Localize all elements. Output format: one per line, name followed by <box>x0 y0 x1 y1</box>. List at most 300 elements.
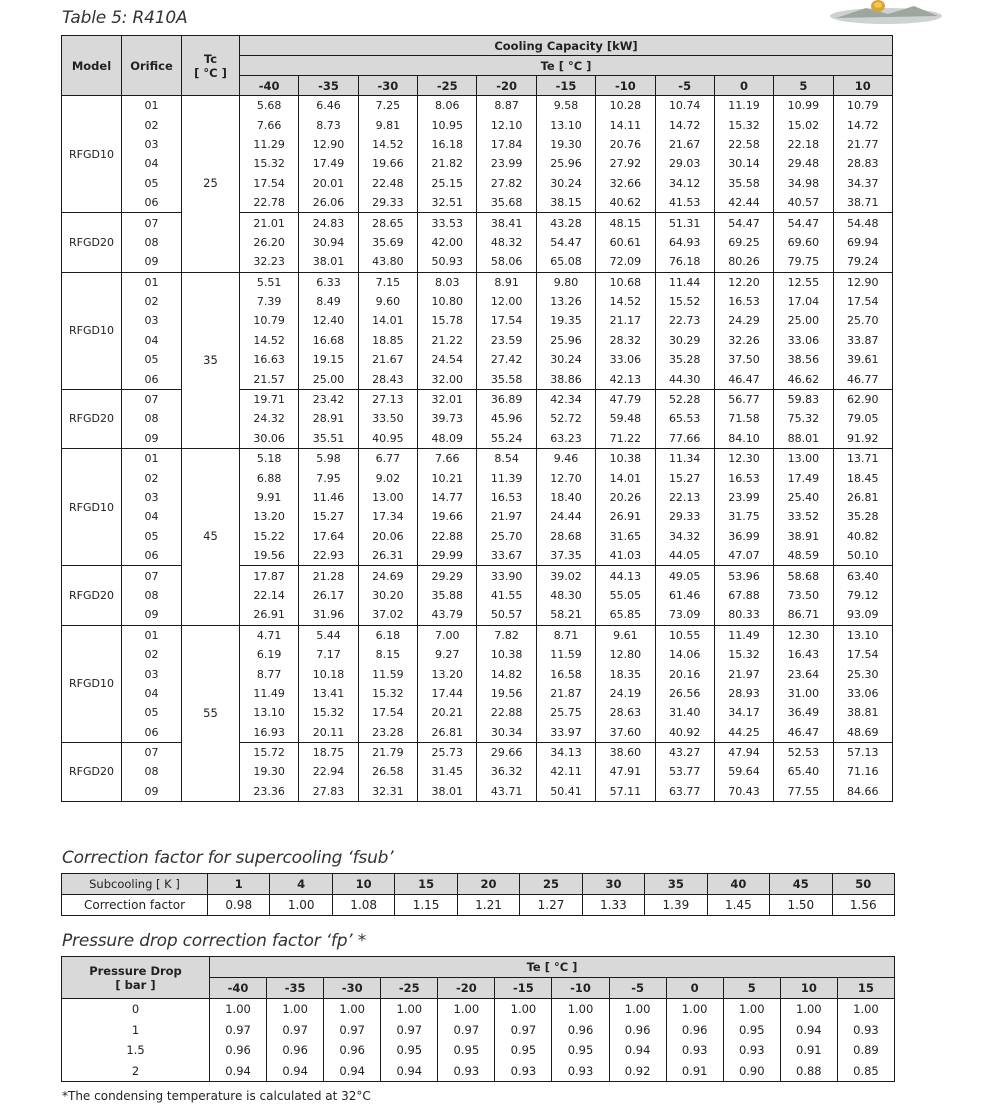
capacity-cell: 38.60 <box>596 742 655 762</box>
capacity-cell: 19.30 <box>536 135 595 154</box>
capacity-cell: 19.30 <box>240 762 299 781</box>
orifice-cell: 01 <box>122 625 182 645</box>
model-header: Model <box>62 36 122 96</box>
capacity-cell: 62.90 <box>833 389 892 409</box>
subcooling-label: Subcooling [ K ] <box>62 874 208 895</box>
capacity-cell: 33.50 <box>358 409 417 428</box>
orifice-cell: 02 <box>122 115 182 134</box>
correction-factor-row <box>62 895 895 916</box>
capacity-cell: 12.30 <box>714 449 773 469</box>
capacity-cell: 16.68 <box>299 331 358 350</box>
capacity-cell: 16.63 <box>240 350 299 369</box>
pd-factor-cell: 0.97 <box>324 1020 381 1041</box>
capacity-cell: 30.20 <box>358 586 417 605</box>
capacity-cell: 59.64 <box>714 762 773 781</box>
pd-te-value-header: -40 <box>210 978 267 999</box>
pressure-drop-header-line1: Pressure Drop <box>89 963 182 978</box>
capacity-cell: 6.46 <box>299 96 358 116</box>
capacity-cell: 11.59 <box>358 664 417 683</box>
orifice-cell: 05 <box>122 174 182 193</box>
capacity-cell: 29.03 <box>655 154 714 173</box>
capacity-cell: 69.25 <box>714 233 773 252</box>
capacity-cell: 12.40 <box>299 311 358 330</box>
capacity-cell: 13.10 <box>240 703 299 722</box>
subcooling-title: Correction factor for supercooling ‘fsub’ <box>62 848 394 868</box>
correction-factor-value: 1.15 <box>395 895 457 916</box>
capacity-cell: 44.05 <box>655 546 714 566</box>
capacity-cell: 23.99 <box>477 154 536 173</box>
capacity-cell: 7.82 <box>477 625 536 645</box>
capacity-cell: 11.19 <box>714 96 773 116</box>
capacity-cell: 12.10 <box>477 115 536 134</box>
capacity-cell: 13.10 <box>536 115 595 134</box>
capacity-cell: 11.29 <box>240 135 299 154</box>
capacity-cell: 41.03 <box>596 546 655 566</box>
pd-factor-cell: 1.00 <box>324 999 381 1020</box>
capacity-cell: 8.73 <box>299 115 358 134</box>
subcooling-value: 10 <box>332 874 394 895</box>
capacity-cell: 26.56 <box>655 684 714 703</box>
pd-factor-cell: 1.00 <box>552 999 609 1020</box>
correction-factor-value: 1.00 <box>270 895 332 916</box>
capacity-cell: 23.99 <box>714 488 773 507</box>
capacity-cell: 23.64 <box>774 664 833 683</box>
orifice-cell: 09 <box>122 429 182 449</box>
capacity-cell: 7.15 <box>358 272 417 292</box>
capacity-cell: 48.30 <box>536 586 595 605</box>
capacity-cell: 19.35 <box>536 311 595 330</box>
capacity-cell: 20.76 <box>596 135 655 154</box>
capacity-cell: 79.12 <box>833 586 892 605</box>
capacity-cell: 6.88 <box>240 468 299 487</box>
capacity-cell: 34.12 <box>655 174 714 193</box>
capacity-cell: 56.77 <box>714 389 773 409</box>
capacity-cell: 19.15 <box>299 350 358 369</box>
capacity-cell: 31.65 <box>596 527 655 546</box>
capacity-cell: 15.22 <box>240 527 299 546</box>
capacity-cell: 19.56 <box>477 684 536 703</box>
capacity-cell: 23.36 <box>240 782 299 802</box>
capacity-cell: 14.77 <box>418 488 477 507</box>
orifice-cell: 07 <box>122 213 182 233</box>
capacity-cell: 29.66 <box>477 742 536 762</box>
capacity-cell: 23.59 <box>477 331 536 350</box>
capacity-cell: 37.02 <box>358 605 417 625</box>
capacity-cell: 11.44 <box>655 272 714 292</box>
capacity-cell: 33.53 <box>418 213 477 233</box>
capacity-cell: 20.01 <box>299 174 358 193</box>
orifice-cell: 09 <box>122 782 182 802</box>
capacity-cell: 34.13 <box>536 742 595 762</box>
capacity-cell: 10.99 <box>774 96 833 116</box>
subcooling-table <box>61 873 895 916</box>
model-cell: RFGD20 <box>62 742 122 801</box>
orifice-cell: 02 <box>122 292 182 311</box>
capacity-cell: 25.30 <box>833 664 892 683</box>
capacity-cell: 13.00 <box>358 488 417 507</box>
capacity-cell: 8.87 <box>477 96 536 116</box>
table-row <box>62 1061 895 1082</box>
capacity-cell: 70.43 <box>714 782 773 802</box>
capacity-cell: 30.29 <box>655 331 714 350</box>
capacity-cell: 79.05 <box>833 409 892 428</box>
pd-te-value-header: -15 <box>495 978 552 999</box>
capacity-cell: 86.71 <box>774 605 833 625</box>
orifice-cell: 01 <box>122 272 182 292</box>
capacity-cell: 17.64 <box>299 527 358 546</box>
capacity-cell: 25.70 <box>477 527 536 546</box>
capacity-cell: 88.01 <box>774 429 833 449</box>
table-row <box>62 625 893 645</box>
orifice-cell: 03 <box>122 135 182 154</box>
capacity-cell: 48.69 <box>833 723 892 743</box>
pd-factor-cell: 0.95 <box>495 1040 552 1061</box>
capacity-cell: 17.84 <box>477 135 536 154</box>
pd-te-value-header: -25 <box>381 978 438 999</box>
capacity-cell: 54.47 <box>774 213 833 233</box>
te-value-header: 10 <box>833 76 892 96</box>
capacity-cell: 21.97 <box>477 507 536 526</box>
capacity-cell: 11.49 <box>714 625 773 645</box>
capacity-cell: 13.00 <box>774 449 833 469</box>
capacity-cell: 46.47 <box>774 723 833 743</box>
pd-factor-cell: 0.91 <box>666 1061 723 1082</box>
capacity-cell: 8.49 <box>299 292 358 311</box>
pd-factor-cell: 0.93 <box>723 1040 780 1061</box>
pd-factor-cell: 0.96 <box>210 1040 267 1061</box>
capacity-cell: 26.91 <box>240 605 299 625</box>
capacity-cell: 32.23 <box>240 252 299 272</box>
capacity-cell: 31.00 <box>774 684 833 703</box>
capacity-cell: 48.15 <box>596 213 655 233</box>
orifice-cell: 05 <box>122 527 182 546</box>
capacity-cell: 77.55 <box>774 782 833 802</box>
correction-factor-value: 1.27 <box>520 895 582 916</box>
capacity-cell: 21.17 <box>596 311 655 330</box>
capacity-cell: 20.21 <box>418 703 477 722</box>
capacity-cell: 19.56 <box>240 546 299 566</box>
capacity-cell: 26.31 <box>358 546 417 566</box>
pd-factor-cell: 0.93 <box>552 1061 609 1082</box>
correction-factor-value: 1.21 <box>457 895 519 916</box>
orifice-cell: 07 <box>122 566 182 586</box>
capacity-cell: 12.90 <box>299 135 358 154</box>
capacity-cell: 14.72 <box>655 115 714 134</box>
pd-factor-cell: 1.00 <box>267 999 324 1020</box>
pressure-drop-table <box>61 956 895 1082</box>
pd-factor-cell: 1.00 <box>210 999 267 1020</box>
orifice-cell: 05 <box>122 350 182 369</box>
table-row <box>62 96 893 116</box>
capacity-cell: 42.11 <box>536 762 595 781</box>
capacity-cell: 50.57 <box>477 605 536 625</box>
capacity-cell: 9.80 <box>536 272 595 292</box>
capacity-cell: 17.04 <box>774 292 833 311</box>
subcooling-value: 1 <box>208 874 270 895</box>
capacity-cell: 52.72 <box>536 409 595 428</box>
capacity-cell: 29.33 <box>655 507 714 526</box>
capacity-cell: 10.74 <box>655 96 714 116</box>
capacity-cell: 63.40 <box>833 566 892 586</box>
capacity-cell: 8.91 <box>477 272 536 292</box>
te-value-header: -25 <box>418 76 477 96</box>
capacity-cell: 33.06 <box>596 350 655 369</box>
capacity-cell: 27.82 <box>477 174 536 193</box>
capacity-cell: 58.68 <box>774 566 833 586</box>
capacity-cell: 13.10 <box>833 625 892 645</box>
capacity-cell: 18.40 <box>536 488 595 507</box>
te-value-header: -5 <box>655 76 714 96</box>
capacity-cell: 16.58 <box>536 664 595 683</box>
capacity-cell: 21.67 <box>358 350 417 369</box>
capacity-cell: 14.72 <box>833 115 892 134</box>
capacity-cell: 35.51 <box>299 429 358 449</box>
capacity-cell: 43.28 <box>536 213 595 233</box>
capacity-cell: 53.77 <box>655 762 714 781</box>
capacity-cell: 30.94 <box>299 233 358 252</box>
pd-te-value-header: 15 <box>837 978 894 999</box>
capacity-cell: 10.80 <box>418 292 477 311</box>
capacity-cell: 35.28 <box>655 350 714 369</box>
capacity-cell: 34.98 <box>774 174 833 193</box>
capacity-cell: 35.88 <box>418 586 477 605</box>
pd-factor-cell: 1.00 <box>837 999 894 1020</box>
capacity-cell: 14.01 <box>358 311 417 330</box>
capacity-cell: 17.87 <box>240 566 299 586</box>
model-cell: RFGD20 <box>62 389 122 448</box>
pd-te-value-header: 0 <box>666 978 723 999</box>
pd-factor-cell: 0.97 <box>381 1020 438 1041</box>
pd-factor-cell: 0.93 <box>666 1040 723 1061</box>
pd-factor-cell: 1.00 <box>723 999 780 1020</box>
pd-factor-cell: 1.00 <box>609 999 666 1020</box>
capacity-cell: 14.52 <box>358 135 417 154</box>
capacity-cell: 72.09 <box>596 252 655 272</box>
capacity-cell: 28.83 <box>833 154 892 173</box>
capacity-cell: 10.21 <box>418 468 477 487</box>
capacity-cell: 39.61 <box>833 350 892 369</box>
capacity-cell: 25.00 <box>774 311 833 330</box>
capacity-cell: 24.44 <box>536 507 595 526</box>
capacity-cell: 17.49 <box>299 154 358 173</box>
capacity-cell: 59.48 <box>596 409 655 428</box>
capacity-cell: 26.17 <box>299 586 358 605</box>
capacity-cell: 33.52 <box>774 507 833 526</box>
capacity-cell: 38.01 <box>418 782 477 802</box>
capacity-cell: 6.19 <box>240 645 299 664</box>
capacity-cell: 37.60 <box>596 723 655 743</box>
capacity-cell: 13.20 <box>240 507 299 526</box>
capacity-cell: 12.55 <box>774 272 833 292</box>
capacity-cell: 37.50 <box>714 350 773 369</box>
capacity-cell: 20.11 <box>299 723 358 743</box>
correction-factor-label: Correction factor <box>62 895 208 916</box>
pd-factor-cell: 1.00 <box>666 999 723 1020</box>
capacity-cell: 33.87 <box>833 331 892 350</box>
capacity-cell: 26.58 <box>358 762 417 781</box>
capacity-cell: 43.80 <box>358 252 417 272</box>
capacity-cell: 9.91 <box>240 488 299 507</box>
capacity-cell: 31.40 <box>655 703 714 722</box>
capacity-cell: 45.96 <box>477 409 536 428</box>
subcooling-row <box>62 874 895 895</box>
capacity-cell: 21.97 <box>714 664 773 683</box>
capacity-cell: 21.82 <box>418 154 477 173</box>
subcooling-value: 15 <box>395 874 457 895</box>
subcooling-value: 50 <box>832 874 894 895</box>
capacity-cell: 17.54 <box>358 703 417 722</box>
capacity-cell: 28.68 <box>536 527 595 546</box>
capacity-cell: 63.23 <box>536 429 595 449</box>
capacity-cell: 15.78 <box>418 311 477 330</box>
capacity-cell: 60.61 <box>596 233 655 252</box>
te-header: Te [ °C ] <box>240 56 893 76</box>
pd-factor-cell: 0.93 <box>837 1020 894 1041</box>
capacity-cell: 6.18 <box>358 625 417 645</box>
capacity-cell: 71.16 <box>833 762 892 781</box>
pd-factor-cell: 1.00 <box>495 999 552 1020</box>
capacity-cell: 22.48 <box>358 174 417 193</box>
capacity-cell: 10.18 <box>299 664 358 683</box>
capacity-cell: 22.88 <box>418 527 477 546</box>
capacity-cell: 80.33 <box>714 605 773 625</box>
capacity-cell: 5.51 <box>240 272 299 292</box>
pressure-drop-cell: 1.5 <box>62 1040 210 1061</box>
table-row <box>62 1020 895 1041</box>
capacity-cell: 41.53 <box>655 193 714 213</box>
pd-te-value-header: -35 <box>267 978 324 999</box>
capacity-cell: 84.66 <box>833 782 892 802</box>
capacity-cell: 20.06 <box>358 527 417 546</box>
capacity-cell: 38.15 <box>536 193 595 213</box>
capacity-cell: 14.01 <box>596 468 655 487</box>
capacity-cell: 15.32 <box>714 645 773 664</box>
capacity-cell: 22.73 <box>655 311 714 330</box>
capacity-cell: 5.98 <box>299 449 358 469</box>
pd-te-value-header: -20 <box>438 978 495 999</box>
subcooling-value: 40 <box>707 874 769 895</box>
table-row <box>62 1040 895 1061</box>
pd-factor-cell: 1.00 <box>438 999 495 1020</box>
capacity-cell: 9.46 <box>536 449 595 469</box>
capacity-cell: 21.67 <box>655 135 714 154</box>
capacity-cell: 33.06 <box>833 684 892 703</box>
capacity-cell: 65.53 <box>655 409 714 428</box>
model-cell: RFGD20 <box>62 213 122 272</box>
capacity-cell: 44.30 <box>655 369 714 389</box>
capacity-cell: 9.58 <box>536 96 595 116</box>
capacity-cell: 15.72 <box>240 742 299 762</box>
capacity-cell: 16.93 <box>240 723 299 743</box>
capacity-cell: 6.77 <box>358 449 417 469</box>
capacity-cell: 7.39 <box>240 292 299 311</box>
orifice-cell: 06 <box>122 369 182 389</box>
capacity-cell: 28.63 <box>596 703 655 722</box>
capacity-cell: 42.13 <box>596 369 655 389</box>
capacity-cell: 10.79 <box>240 311 299 330</box>
orifice-cell: 08 <box>122 409 182 428</box>
capacity-cell: 13.20 <box>418 664 477 683</box>
capacity-cell: 26.06 <box>299 193 358 213</box>
capacity-cell: 65.08 <box>536 252 595 272</box>
capacity-cell: 29.48 <box>774 154 833 173</box>
pd-factor-cell: 0.95 <box>723 1020 780 1041</box>
pd-factor-cell: 0.97 <box>495 1020 552 1041</box>
capacity-cell: 22.13 <box>655 488 714 507</box>
capacity-cell: 16.53 <box>477 488 536 507</box>
tc-cell: 35 <box>182 272 240 449</box>
capacity-cell: 17.54 <box>477 311 536 330</box>
capacity-cell: 25.96 <box>536 331 595 350</box>
capacity-cell: 48.59 <box>774 546 833 566</box>
capacity-cell: 17.54 <box>240 174 299 193</box>
capacity-cell: 7.66 <box>418 449 477 469</box>
cooling-capacity-header: Cooling Capacity [kW] <box>240 36 893 56</box>
pressure-drop-header-unit: [ bar ] <box>115 977 156 992</box>
pd-factor-cell: 0.96 <box>324 1040 381 1061</box>
capacity-cell: 28.32 <box>596 331 655 350</box>
pd-te-header: Te [ °C ] <box>210 957 895 978</box>
capacity-cell: 52.28 <box>655 389 714 409</box>
tc-header <box>182 36 240 96</box>
capacity-cell: 20.26 <box>596 488 655 507</box>
capacity-cell: 19.66 <box>418 507 477 526</box>
capacity-cell: 50.10 <box>833 546 892 566</box>
te-value-header: -30 <box>358 76 417 96</box>
capacity-cell: 24.29 <box>714 311 773 330</box>
capacity-cell: 29.29 <box>418 566 477 586</box>
capacity-cell: 17.54 <box>833 645 892 664</box>
capacity-cell: 71.22 <box>596 429 655 449</box>
capacity-cell: 9.60 <box>358 292 417 311</box>
capacity-cell: 65.40 <box>774 762 833 781</box>
model-cell: RFGD10 <box>62 96 122 213</box>
capacity-cell: 15.52 <box>655 292 714 311</box>
capacity-cell: 75.32 <box>774 409 833 428</box>
capacity-cell: 36.32 <box>477 762 536 781</box>
capacity-cell: 25.40 <box>774 488 833 507</box>
capacity-cell: 32.00 <box>418 369 477 389</box>
orifice-cell: 04 <box>122 154 182 173</box>
capacity-cell: 38.56 <box>774 350 833 369</box>
capacity-cell: 27.83 <box>299 782 358 802</box>
pd-factor-cell: 0.91 <box>780 1040 837 1061</box>
capacity-cell: 24.83 <box>299 213 358 233</box>
capacity-cell: 22.78 <box>240 193 299 213</box>
capacity-cell: 5.44 <box>299 625 358 645</box>
capacity-cell: 10.79 <box>833 96 892 116</box>
capacity-cell: 38.01 <box>299 252 358 272</box>
capacity-cell: 8.54 <box>477 449 536 469</box>
pd-factor-cell: 0.97 <box>438 1020 495 1041</box>
capacity-cell: 43.27 <box>655 742 714 762</box>
orifice-cell: 03 <box>122 311 182 330</box>
orifice-cell: 07 <box>122 389 182 409</box>
orifice-cell: 02 <box>122 468 182 487</box>
table-title: Table 5: R410A <box>62 8 188 28</box>
capacity-cell: 7.66 <box>240 115 299 134</box>
capacity-cell: 24.54 <box>418 350 477 369</box>
capacity-cell: 10.38 <box>477 645 536 664</box>
capacity-cell: 40.92 <box>655 723 714 743</box>
te-value-header: 0 <box>714 76 773 96</box>
pd-factor-cell: 0.94 <box>609 1040 666 1061</box>
capacity-cell: 12.00 <box>477 292 536 311</box>
capacity-cell: 24.69 <box>358 566 417 586</box>
pd-factor-cell: 0.96 <box>666 1020 723 1041</box>
capacity-cell: 33.67 <box>477 546 536 566</box>
capacity-cell: 15.32 <box>358 684 417 703</box>
